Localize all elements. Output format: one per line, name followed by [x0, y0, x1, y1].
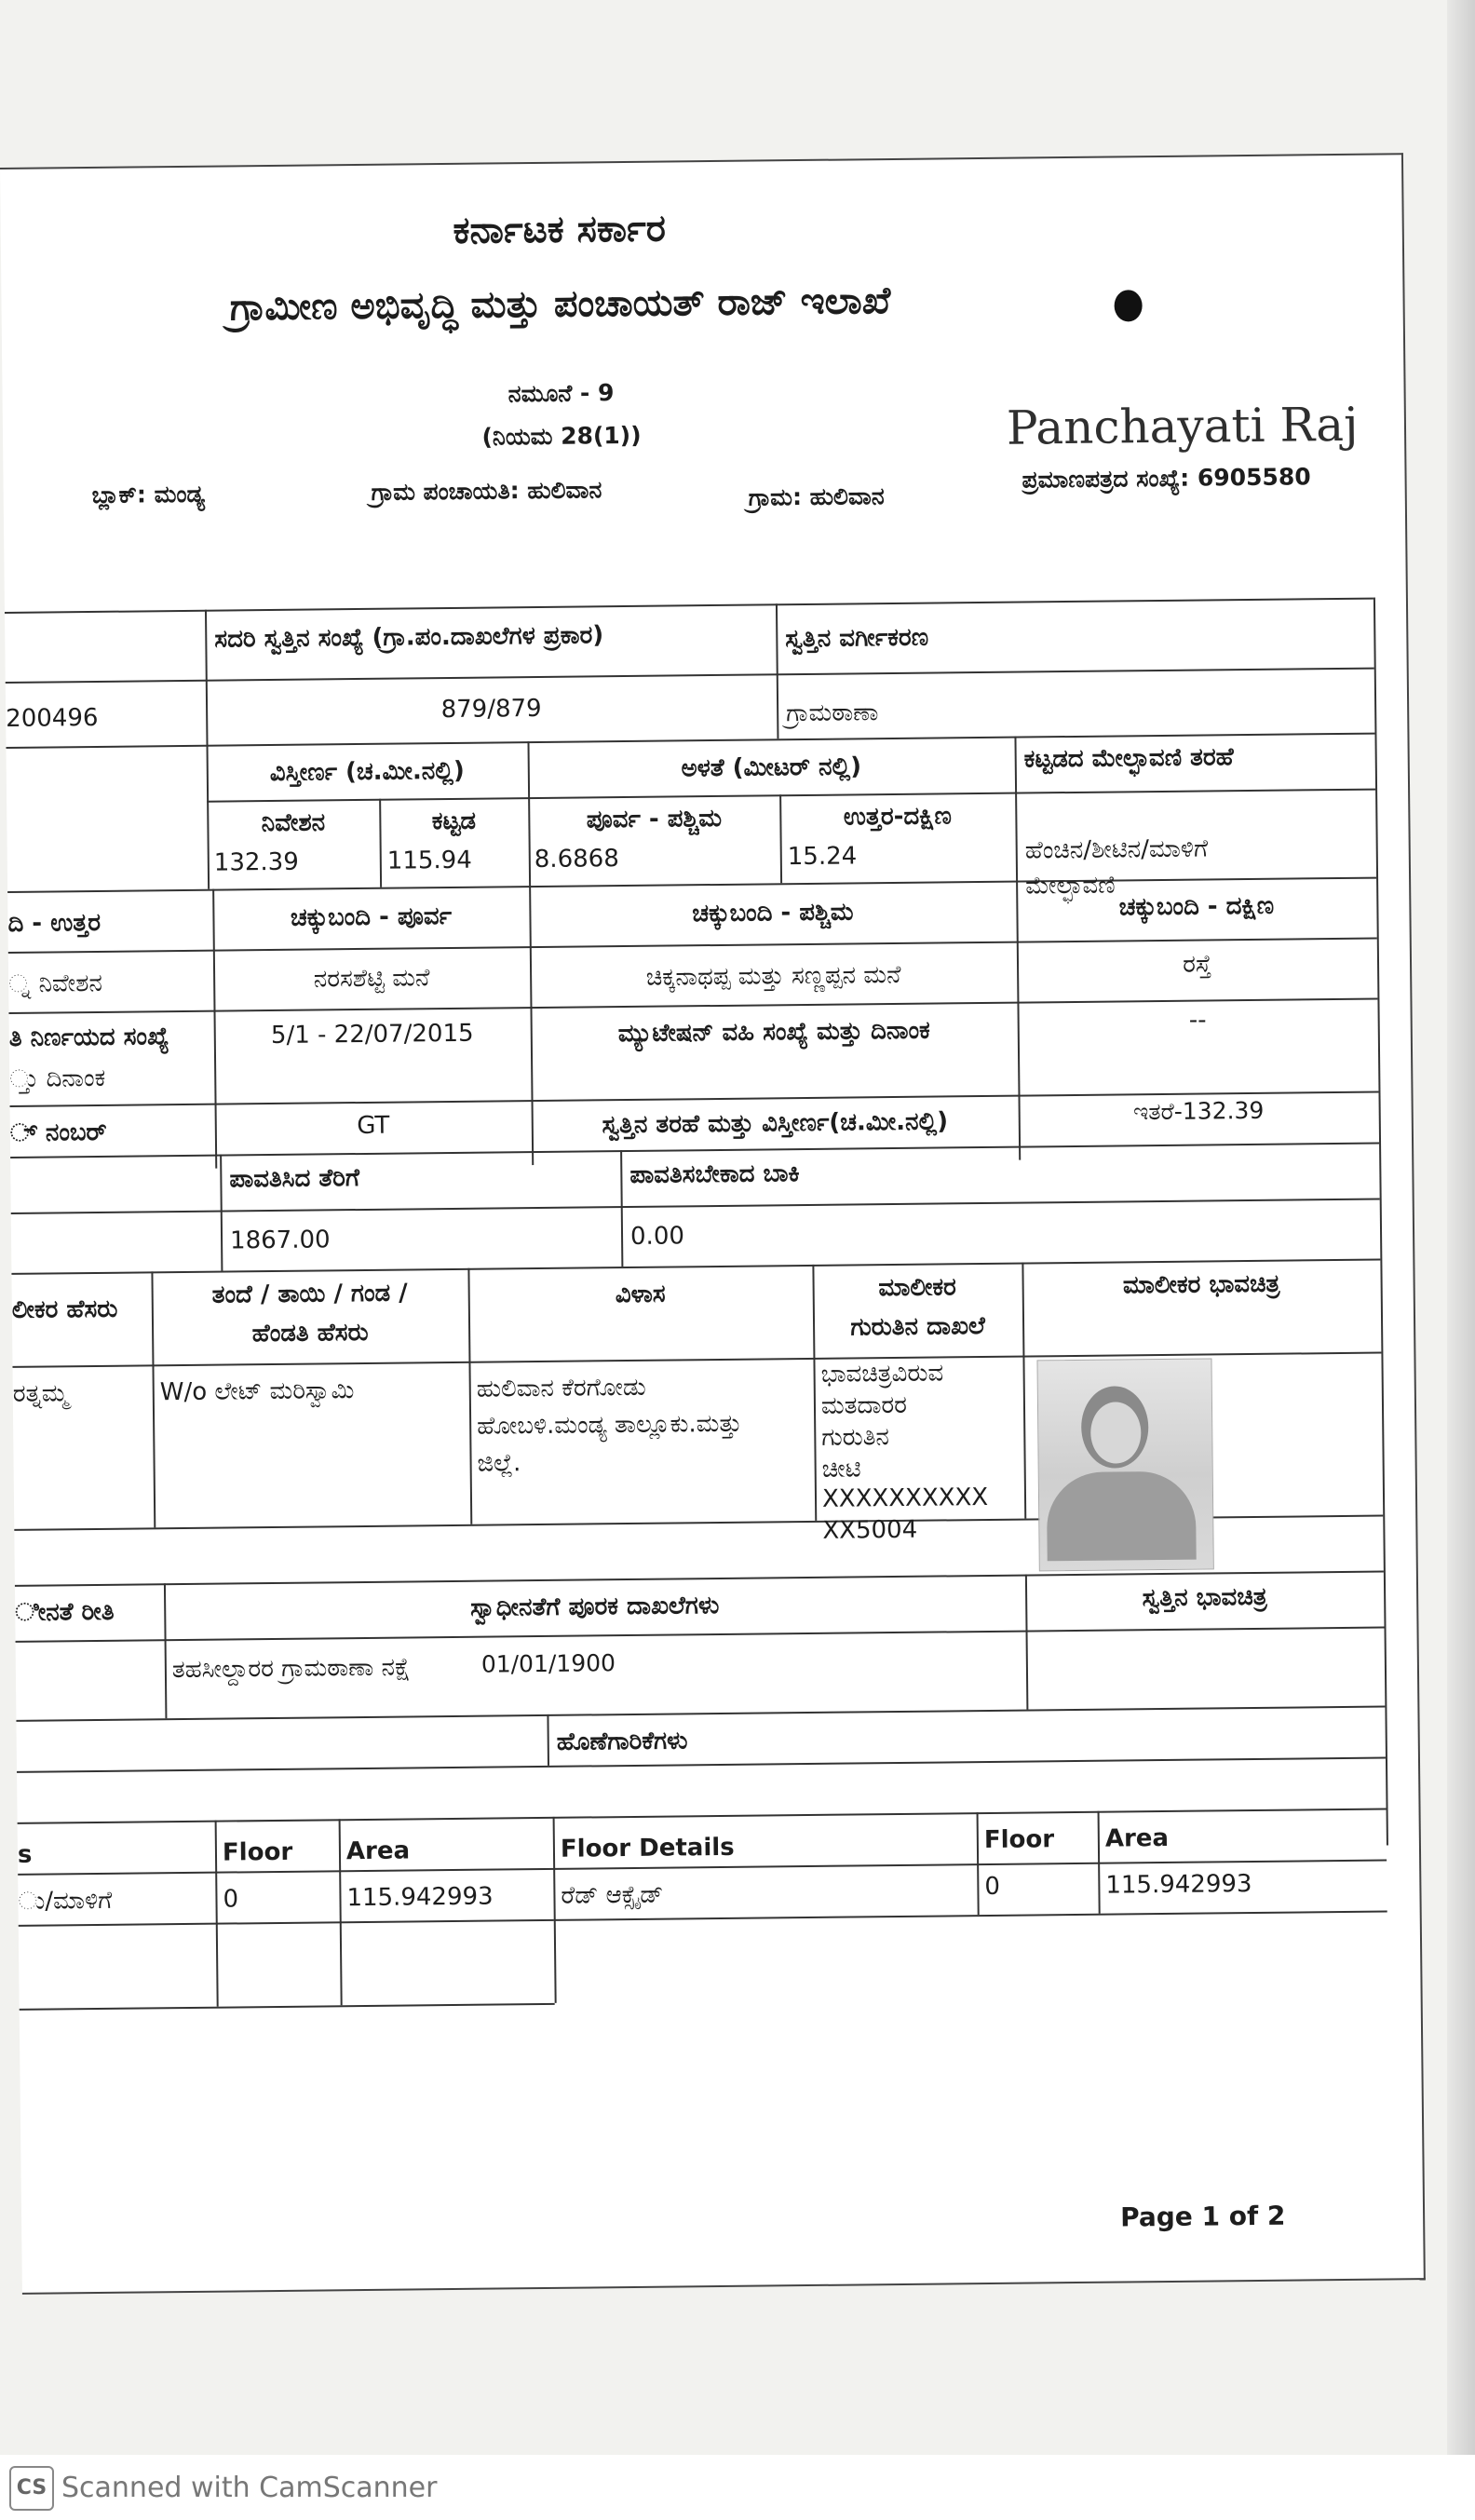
owner-id-line5: XXXXXXXXXX [821, 1483, 989, 1513]
form-rule: (ನಿಯಮ 28(1)) [481, 421, 642, 451]
owner-id-line4: ಚೀಟಿ [821, 1455, 861, 1484]
east-west-length: 8.6868 [534, 845, 619, 874]
right-area-header: Area [1104, 1823, 1170, 1853]
header-owner-name: ಲೀಕರ ಹೆಸರು [11, 1294, 118, 1324]
right-area-value: 115.942993 [1105, 1870, 1252, 1900]
mutation-value: -- [1188, 1006, 1207, 1035]
header-tax-balance: ಪಾವತಿಸಬೇಕಾದ ಬಾಕಿ [629, 1159, 800, 1189]
owner-id-line1: ಭಾವಚಿತ್ರವಿರುವ [820, 1359, 944, 1389]
property-number: 879/879 [440, 694, 542, 725]
header-site: ನಿವೇಶನ [261, 808, 326, 838]
number-label: ್ ನಂಬರ್ [9, 1118, 107, 1147]
header-measurement: ಅಳತೆ (ಮೀಟರ್ ನಲ್ಲಿ) [681, 752, 862, 783]
left-floor-type: ು/ಮಾಳಿಗೆ [18, 1886, 113, 1916]
document-sheet [0, 153, 1426, 2295]
header-owner-id-line2: ಗುರುತಿನ ದಾಖಲೆ [850, 1311, 985, 1342]
west-boundary: ಚಿಕ್ಕನಾಥಪ್ಪ ಮತ್ತು ಸಣ್ಣಪ್ಪನ ಮನೆ [645, 960, 901, 992]
roof-type-line2: ಮೇಲ್ಛಾವಣಿ [1024, 871, 1116, 901]
property-classification: ಗ್ರಾಮಠಾಣಾ [786, 698, 879, 728]
north-south-length: 15.24 [787, 842, 858, 872]
floor-details-header: Floor Details [560, 1833, 735, 1863]
block-name: ಬ್ಲಾಕ್: ಮಂಡ್ಯ [91, 480, 205, 508]
owner-address-line2: ಹೋಬಳಿ.ಮಂಡ್ಯ ತಾಲ್ಲೂಕು.ಮತ್ತು [477, 1409, 742, 1441]
left-area-value: 115.942993 [346, 1882, 494, 1913]
header-mutation: ಮ್ಯುಟೇಷನ್ ವಹಿ ಸಂಖ್ಯೆ ಮತ್ತು ದಿನಾಂಕ [617, 1016, 930, 1049]
panchayati-raj-stamp: Panchayati Raj [1006, 397, 1359, 455]
left-floor-value: 0 [223, 1885, 239, 1914]
header-acquisition-method: ೀನತೆ ರೀತಿ [15, 1597, 115, 1627]
right-floor-value: 0 [984, 1872, 1001, 1902]
header-property-number: ಸದರಿ ಸ್ವತ್ತಿನ ಸಂಖ್ಯೆ (ಗ್ರಾ.ಪಂ.ದಾಖಲೆಗಳ ಪ್ರಕಾರ) [214, 621, 604, 654]
acquisition-documents-date: 01/01/1900 [480, 1649, 616, 1678]
owner-address-line3: ಜಿಲ್ಲೆ. [477, 1449, 521, 1478]
resolution-label-line2: ್ತು ದಿನಾಂಕ [9, 1064, 106, 1093]
header-owner-photo: ಮಾಲೀಕರ ಭಾವಚಿತ್ರ [1122, 1269, 1280, 1300]
header-parent-line1: ತಂದೆ / ತಾಯಿ / ಗಂಡ / [211, 1279, 408, 1309]
site-area: 132.39 [213, 847, 299, 877]
resolution-number-date: 5/1 - 22/07/2015 [270, 1019, 474, 1050]
owner-address-line1: ಹುಲಿವಾನ ಕೆರಗೋಡು [476, 1373, 646, 1403]
header-roof-type: ಕಟ್ಟಡದ ಮೇಲ್ಛಾವಣಿ ತರಹೆ [1023, 743, 1234, 774]
east-boundary: ನರಸಶೆಟ್ಟಿ ಮನೆ [313, 964, 430, 994]
punch-hole [1114, 290, 1142, 321]
header-property-classification: ಸ್ವತ್ತಿನ ವರ್ಗೀಕರಣ [785, 623, 929, 654]
floor-details-value: ರೆಡ್ ಆಕ್ಸೈಡ್ [561, 1880, 664, 1910]
certificate-number: ಪ್ರಮಾಣಪತ್ರದ ಸಂಖ್ಯೆ: 6905580 [1022, 463, 1311, 494]
left-floor-type-header: s [17, 1840, 33, 1869]
tax-balance: 0.00 [629, 1222, 685, 1251]
header-parent-line2: ಹೆಂಡತಿ ಹೆಸರು [251, 1318, 369, 1348]
header-tax-paid: ಪಾವತಿಸಿದ ತೆರಿಗೆ [229, 1164, 360, 1194]
number-value: GT [357, 1111, 390, 1141]
owner-id-line6: XX5004 [822, 1515, 918, 1545]
header-owner-id-line1: ಮಾಲೀಕರ [878, 1273, 957, 1303]
property-id-fragment: 200496 [6, 703, 99, 733]
header-north: ದಿ - ಉತ್ತರ [7, 908, 101, 938]
page-number: Page 1 of 2 [1119, 2200, 1286, 2233]
header-liabilities: ಹೊಣೆಗಾರಿಕೆಗಳು [556, 1727, 688, 1756]
header-building: ಕಟ್ಟಡ [431, 806, 477, 836]
header-north-south: ಉತ್ತರ-ದಕ್ಷಿಣ [843, 802, 953, 832]
gram-panchayat-name: ಗ್ರಾಮ ಪಂಚಾಯತಿ: ಹುಲಿವಾನ [371, 476, 602, 506]
form-number: ನಮೂನೆ - 9 [507, 379, 615, 408]
right-floor-header: Floor [983, 1825, 1055, 1855]
header-area: ವಿಸ್ತೀರ್ಣ (ಚ.ಮೀ.ನಲ್ಲಿ) [269, 756, 465, 787]
roof-type-line1: ಹೆಂಚಿನ/ಶೀಟಿನ/ಮಾಳಿಗೆ [1024, 834, 1209, 865]
type-area-value: ಇತರೆ-132.39 [1132, 1096, 1265, 1126]
camscanner-logo: CS [9, 2466, 54, 2511]
header-south: ಚಕ್ಕುಬಂದಿ - ದಕ್ಷಿಣ [1118, 891, 1275, 922]
left-floor-header: Floor [222, 1837, 293, 1867]
owner-name: ರತ್ನಮ್ಮ [12, 1379, 69, 1408]
resolution-label-line1: ತಿ ನಿರ್ಣಯದ ಸಂಖ್ಯೆ [8, 1023, 169, 1052]
village-name: ಗ್ರಾಮ: ಹುಲಿವಾನ [748, 482, 885, 511]
owner-id-line2: ಮತದಾರರ [820, 1390, 908, 1420]
south-boundary: ರಸ್ತೆ [1182, 950, 1212, 979]
header-department: ಗ್ರಾಮೀಣ ಅಭಿವೃದ್ಧಿ ಮತ್ತು ಪಂಚಾಯತ್ ರಾಜ್ ಇಲಾಖೆ [229, 278, 891, 330]
camscanner-watermark: Scanned with CamScanner [61, 2472, 438, 2504]
header-government: ಕರ್ನಾಟಕ ಸರ್ಕಾರ [453, 207, 667, 252]
header-east-west: ಪೂರ್ವ - ಪಶ್ಚಿಮ [586, 804, 723, 834]
acquisition-documents: ತಹಸೀಲ್ದಾರರ ಗ್ರಾಮಠಾಣಾ ನಕ್ಷೆ [171, 1653, 411, 1685]
left-area-header: Area [345, 1836, 411, 1866]
owner-photo [1036, 1358, 1213, 1571]
header-property-photo: ಸ್ವತ್ತಿನ ಭಾವಚಿತ್ರ [1142, 1582, 1267, 1613]
north-boundary: ್ನ ನಿವೇಶನ [8, 969, 103, 998]
header-address: ವಿಳಾಸ [615, 1280, 666, 1309]
tax-paid: 1867.00 [229, 1226, 331, 1255]
owner-parent-name: W/o ಲೇಟ್ ಮರಿಸ್ವಾಮಿ [159, 1376, 355, 1407]
page-edge [1447, 0, 1475, 2520]
header-acquisition-documents: ಸ್ವಾಧೀನತೆಗೆ ಪೂರಕ ದಾಖಲೆಗಳು [470, 1591, 720, 1622]
header-west: ಚಕ್ಕುಬಂದಿ - ಪಶ್ಚಿಮ [692, 898, 854, 928]
owner-id-line3: ಗುರುತಿನ [821, 1423, 890, 1452]
header-type-area: ಸ್ವತ್ತಿನ ತರಹೆ ಮತ್ತು ವಿಸ್ತೀರ್ಣ(ಚ.ಮೀ.ನಲ್ಲಿ) [602, 1107, 949, 1140]
building-area: 115.94 [386, 846, 472, 875]
header-east: ಚಕ್ಕುಬಂದಿ - ಪೂರ್ವ [290, 901, 453, 932]
